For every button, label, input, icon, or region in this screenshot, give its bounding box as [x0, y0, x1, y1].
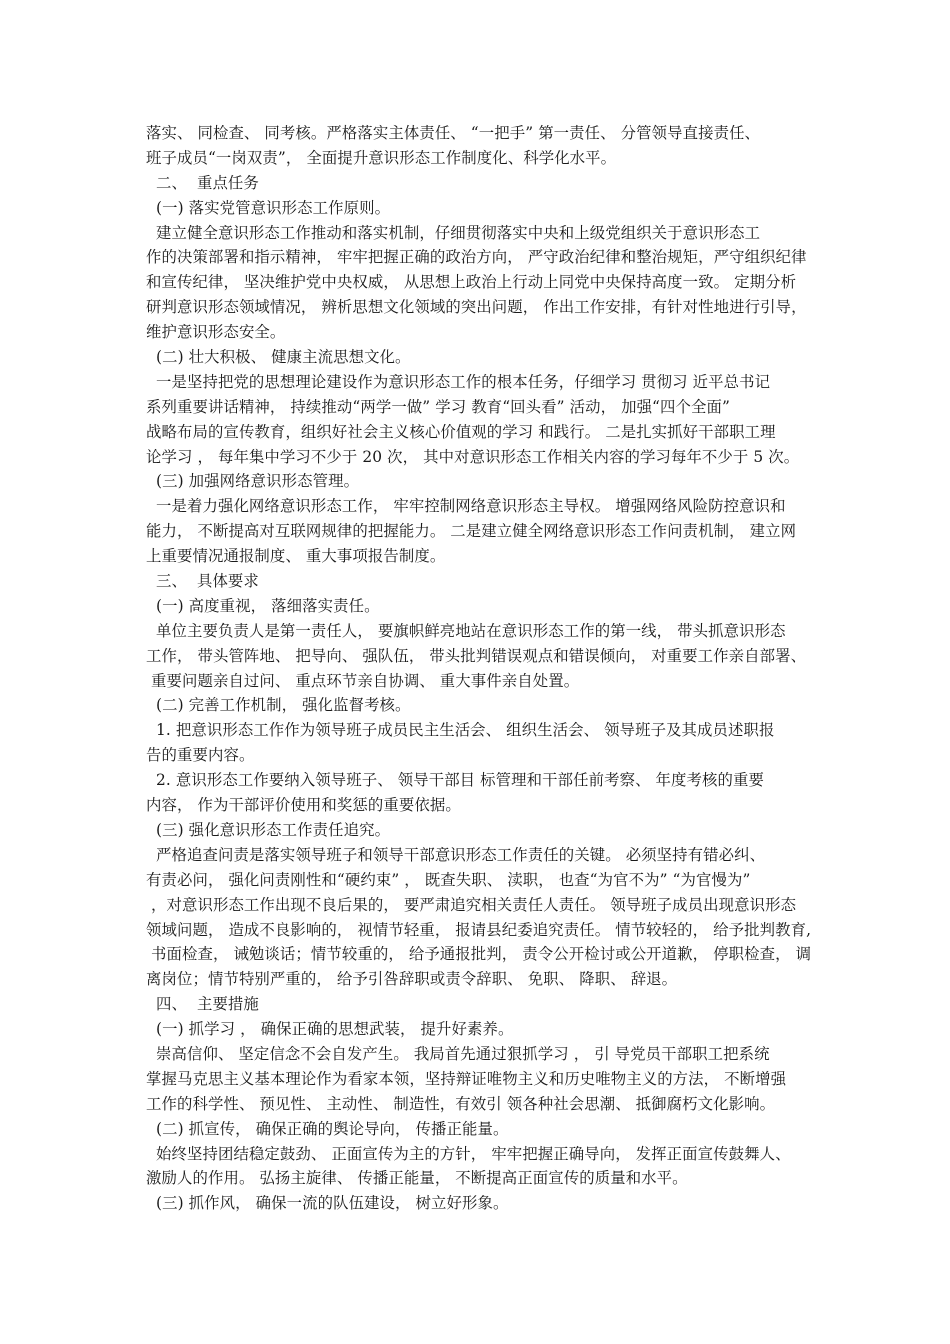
text-line: 论学习 ， 每年集中学习不少于 20 次， 其中对意识形态工作相关内容的学习每年不少于 5 次。	[146, 447, 800, 466]
text-line: 2. 意识形态工作要纳入领导班子、 领导干部目 标管理和干部任前考察、 年度考核的重要	[146, 771, 764, 790]
text-line: 单位主要负责人是第一责任人， 要旗帜鲜亮地站在意识形态工作的第一线， 带头抓意识形态	[146, 621, 786, 640]
text-line: 作的决策部署和指示精神， 牢牢把握正确的政治方向， 严守政治纪律和整治规矩，严守组织纪律	[146, 248, 807, 267]
text-line: 能力， 不断提高对互联网规律的把握能力。 二是建立健全网络意识形态工作问责机制， 建立网	[146, 522, 797, 541]
text-line: 领域问题， 造成不良影响的， 视情节轻重， 报请县纪委追究责任。 情节较轻的， 给予批判教育,	[146, 920, 812, 939]
text-line: 激励人的作用。 弘扬主旋律、 传播正能量， 不断提高正面宣传的质量和水平。	[146, 1169, 688, 1188]
text-line: 和宣传纪律， 坚决维护党中央权威， 从思想上政治上行动上同党中央保持高度一致。 定期分析	[146, 273, 797, 292]
text-line: 告的重要内容。	[146, 746, 255, 765]
document-page	[146, 121, 814, 1216]
subsection-heading: (一) 落实党管意识形态工作原则。	[146, 198, 391, 217]
text-line: 工作， 带头管阵地、 把导向、 强队伍， 带头批判错误观点和错误倾向， 对重要工作亲自部署、	[146, 646, 807, 665]
text-line: 建立健全意识形态工作推动和落实机制，仔细贯彻落实中央和上级党组织关于意识形态工	[146, 223, 761, 242]
section-heading: 二、 重点任务	[146, 173, 259, 192]
text-line: 重要问题亲自过问、 重点环节亲自协调、 重大事件亲自处置。	[146, 671, 580, 690]
section-heading: 四、 主要措施	[146, 995, 259, 1014]
text-line: 始终坚持团结稳定鼓劲、 正面宣传为主的方针， 牢牢把握正确导向， 发挥正面宣传鼓舞人、	[146, 1144, 791, 1163]
text-line: 一是着力强化网络意识形态工作， 牢牢控制网络意识形态主导权。 增强网络风险防控意识和	[146, 497, 786, 516]
text-line: 有责必问， 强化问责刚性和“硬约束” ， 既查失职、 渎职， 也查“为官不为” “为官慢为”	[146, 870, 751, 889]
text-line: 系列重要讲话精神， 持续推动“两学一做” 学习 教育“回头看” 活动， 加强“四个全面”	[146, 397, 730, 416]
text-line: 上重要情况通报制度、 重大事项报告制度。	[146, 547, 446, 566]
subsection-heading: (一) 抓学习 ， 确保正确的思想武装， 提升好素养。	[146, 1020, 514, 1039]
subsection-heading: (二) 抓宣传， 确保正确的舆论导向， 传播正能量。	[146, 1119, 509, 1138]
subsection-heading: (三) 加强网络意识形态管理。	[146, 472, 360, 491]
subsection-heading: (三) 强化意识形态工作责任追究。	[146, 820, 391, 839]
text-line: 书面检查， 诫勉谈话；情节较重的， 给予通报批判， 责令公开检讨或公开道歉， 停职检查， 调	[146, 945, 812, 964]
text-line: 内容， 作为干部评价使用和奖惩的重要依据。	[146, 796, 461, 815]
text-line: ，对意识形态工作出现不良后果的， 要严肃追究相关责任人责任。 领导班子成员出现意识形态	[146, 895, 797, 914]
subsection-heading: (三) 抓作风， 确保一流的队伍建设， 树立好形象。	[146, 1194, 509, 1213]
subsection-heading: (二) 完善工作机制， 强化监督考核。	[146, 696, 411, 715]
text-line: 一是坚持把党的思想理论建设作为意识形态工作的根本任务，仔细学习 贯彻习 近平总书记	[146, 372, 771, 391]
text-line: 崇高信仰、 坚定信念不会自发产生。 我局首先通过狠抓学习 ， 引 导党员干部职工把系统	[146, 1044, 770, 1063]
text-line: 严格追查问责是落实领导班子和领导干部意识形态工作责任的关键。 必须坚持有错必纠、	[146, 845, 766, 864]
subsection-heading: (一) 高度重视， 落细落实责任。	[146, 596, 380, 615]
section-heading: 三、 具体要求	[146, 572, 259, 591]
text-line: 战略布局的宣传教育，组织好社会主义核心价值观的学习 和践行。 二是扎实抓好干部职工理	[146, 422, 776, 441]
text-line: 班子成员“一岗双责”， 全面提升意识形态工作制度化、科学化水平。	[146, 148, 617, 167]
text-line: 工作的科学性、 预见性、 主动性、 制造性，有效引 领各种社会思潮、 抵御腐朽文化影响。	[146, 1094, 776, 1113]
subsection-heading: (二) 壮大积极、 健康主流思想文化。	[146, 348, 411, 367]
text-line: 掌握马克思主义基本理论作为看家本领，坚持辩证唯物主义和历史唯物主义的方法， 不断增强	[146, 1069, 787, 1088]
text-line: 落实、 同检查、 同考核。严格落实主体责任、 “一把手” 第一责任、 分管领导直接责任、	[146, 124, 761, 142]
text-line: 研判意识形态领域情况， 辨析思想文化领域的突出问题， 作出工作安排，有针对性地进行引导，	[146, 298, 807, 317]
text-line: 维护意识形态安全。	[146, 323, 286, 342]
text-line: 离岗位；情节特别严重的， 给予引咎辞职或责令辞职、 免职、 降职、 辞退。	[146, 970, 678, 989]
text-line: 1. 把意识形态工作作为领导班子成员民主生活会、 组织生活会、 领导班子及其成员述职报	[146, 721, 775, 740]
